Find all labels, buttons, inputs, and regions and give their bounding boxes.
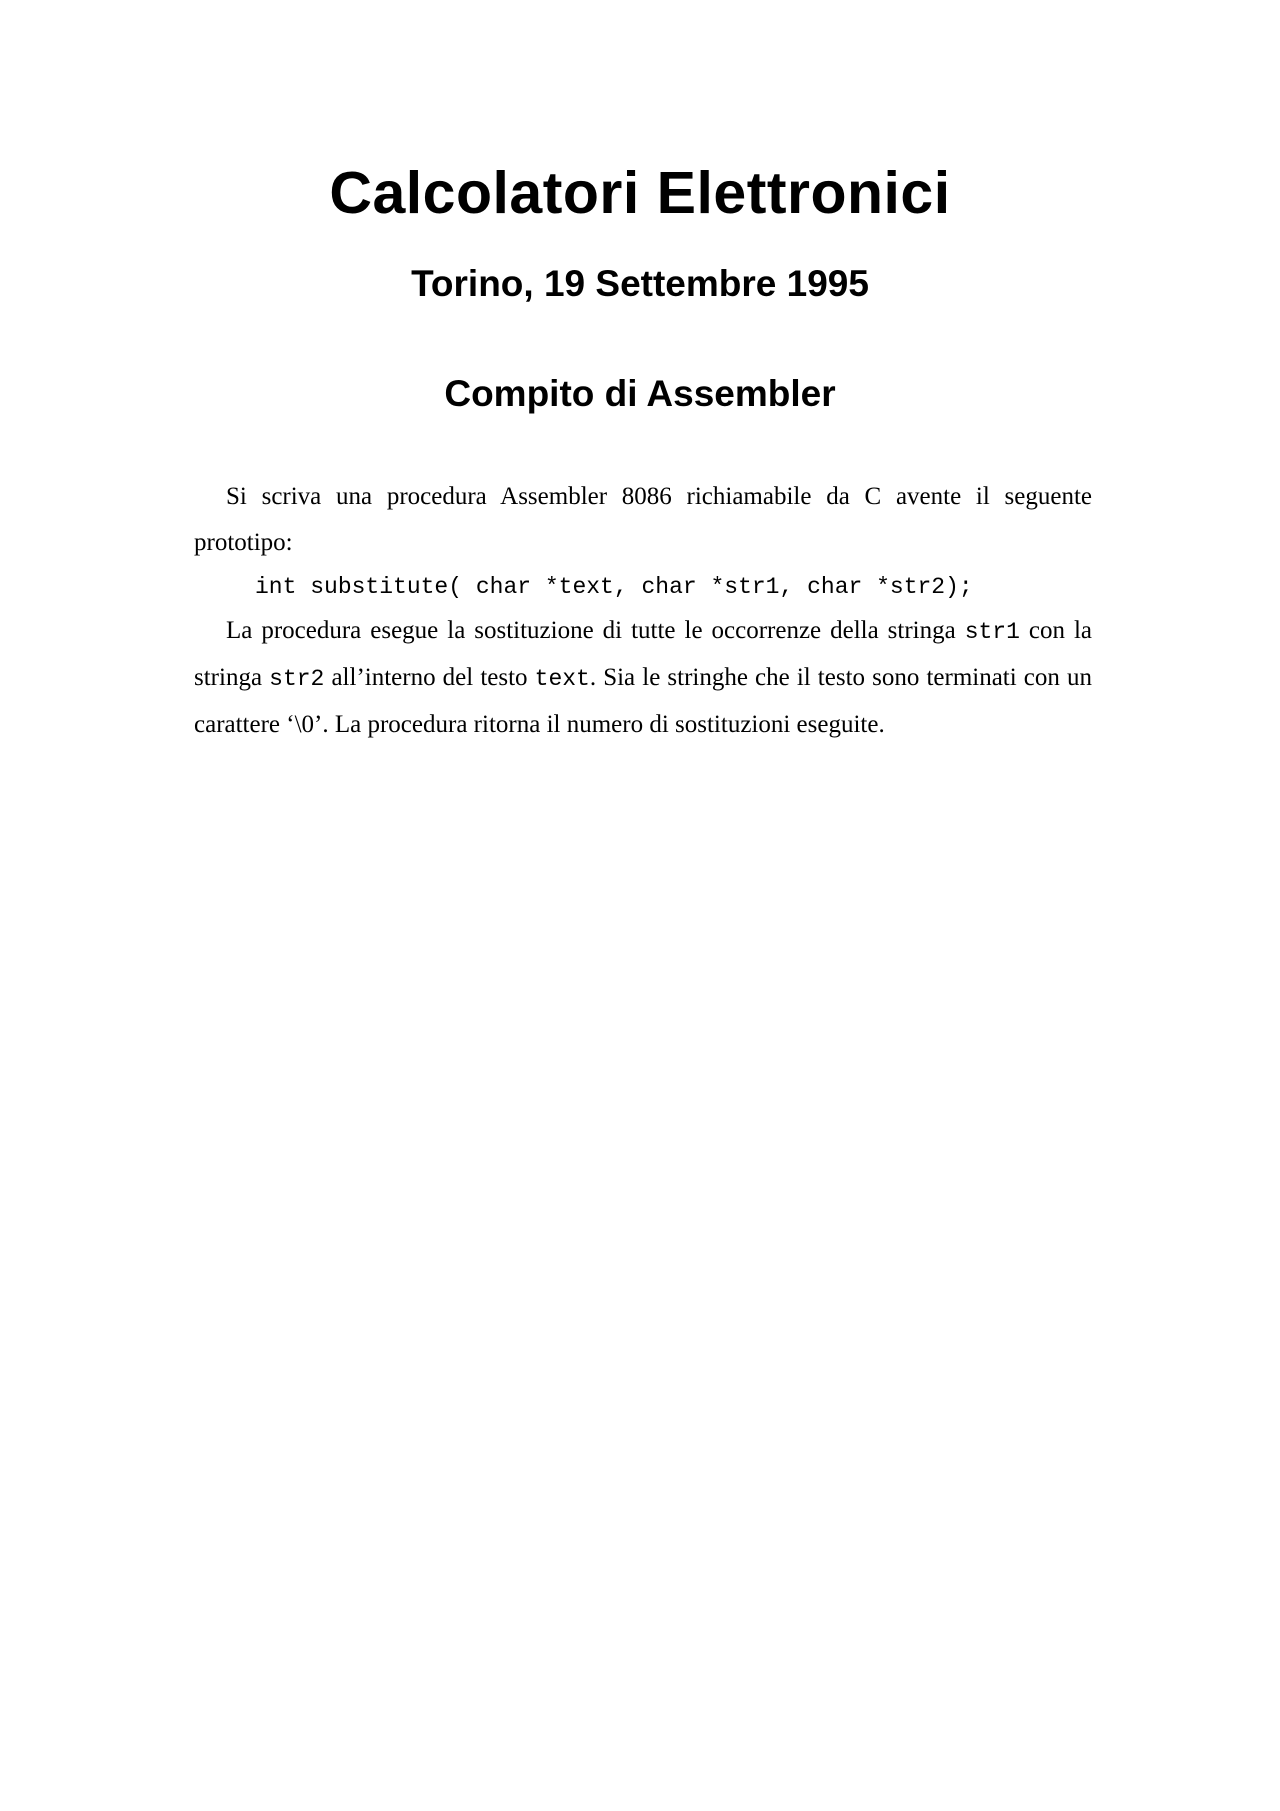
description-text: con la stringa <box>194 617 1092 691</box>
intro-paragraph: Si scriva una procedura Assembler 8086 richiamabile da C avente il seguente prototipo: <box>194 483 1092 556</box>
description-text: . Sia le stringhe che il testo sono terminati con un carattere ‘\0’. La procedura ritorna il numero di sostituzioni eseguite. <box>194 664 1092 738</box>
code-str1: str1 <box>964 619 1020 645</box>
description-text: La procedura esegue la sostituzione di tutte le occorrenze della stringa <box>226 617 965 644</box>
document-date: Torino, 19 Settembre 1995 <box>411 263 869 304</box>
description-text: all’interno del testo <box>324 664 535 691</box>
description-paragraph <box>194 608 1092 748</box>
section-title: Compito di Assembler <box>444 373 836 414</box>
code-text: text <box>534 666 590 692</box>
code-str2: str2 <box>269 666 325 692</box>
exercise-body <box>194 474 1092 748</box>
function-prototype: int substitute( char *text, char *str1, char *str2); <box>255 574 973 600</box>
document-title: Calcolatori Elettronici <box>329 160 951 226</box>
